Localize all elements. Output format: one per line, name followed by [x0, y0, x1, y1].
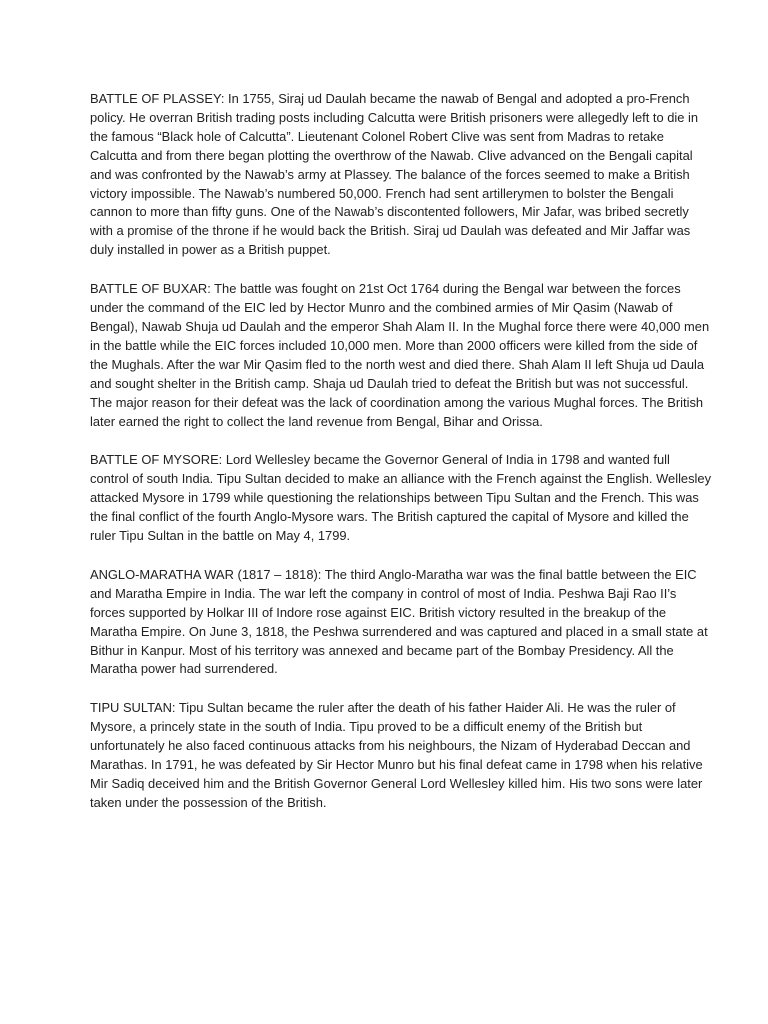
paragraph-battle-of-buxar: BATTLE OF BUXAR: The battle was fought on 21st Oct 1764 during the Bengal war between the forces under the command of the EIC led by Hector Munro and the combined armies of Mir Qasim (Nawab of Bengal), Nawab Shuja ud Daulah and the emperor Shah Alam II. In the Mughal force there were 40,000 men in the battle while the EIC forces included 10,000 men. More than 2000 officers were killed from the side of the Mughals. After the war Mir Qasim fled to the north west and died there. Shah Alam II left Shuja ud Daula and sought shelter in the British camp. Shaja ud Daulah tried to defeat the British but was not successful. The major reason for their defeat was the lack of coordination among the various Mughal forces. The British later earned the right to collect the land revenue from Bengal, Bihar and Orissa. — [90, 281, 710, 429]
paragraph-battle-of-mysore: BATTLE OF MYSORE: Lord Wellesley became the Governor General of India in 1798 and wanted full control of south India. Tipu Sultan decided to make an alliance with the French against the English. Wellesley attacked Mysore in 1799 while questioning the relationships between Tipu Sultan and the French. This was the final conflict of the fourth Anglo-Mysore wars. The British captured the capital of Mysore and killed the ruler Tipu Sultan in the battle on May 4, 1799. — [90, 452, 712, 544]
paragraph-anglo-maratha-war: ANGLO-MARATHA WAR (1817 – 1818): The third Anglo-Maratha war was the final battle between the EIC and Maratha Empire in India. The war left the company in control of most of India. Peshwa Baji Rao II’s forces supported by Holkar III of Indore rose against EIC. British victory resulted in the breakup of the Maratha Empire. On June 3, 1818, the Peshwa surrendered and was captured and placed in a small state at Bithur in Kanpur. Most of his territory was annexed and became part of the Bombay Presidency. All the Maratha power had surrendered. — [90, 566, 708, 677]
paragraph-tipu-sultan: TIPU SULTAN: Tipu Sultan became the ruler after the death of his father Haider Ali. He was the ruler of Mysore, a princely state in the south of India. Tipu proved to be a difficult enemy of the British but unfortunately he also faced continuous attacks from his neighbours, the Nizam of Hyderabad Deccan and Marathas. In 1791, he was defeated by Sir Hector Munro but his final defeat came in 1798 when his relative Mir Sadiq deceived him and the British Governor General Lord Wellesley killed him. His two sons were later taken under the possession of the British. — [90, 700, 703, 810]
paragraph-battle-of-plassey: BATTLE OF PLASSEY: In 1755, Siraj ud Daulah became the nawab of Bengal and adopted a pro-French policy. He overran British trading posts including Calcutta were British prisoners were allegedly left to die in the famous “Black hole of Calcutta”. Lieutenant Colonel Robert Clive was sent from Madras to retake Calcutta and from there began plotting the overthrow of the Nawab. Clive advanced on the Bengali capital and was confronted by the Nawab’s army at Plassey. The balance of the forces seemed to make a British victory impossible. The Nawab’s numbered 50,000. French had sent artillerymen to bolster the Bengali cannon to more than fifty guns. One of the Nawab’s discontented followers, Mir Jafar, was bribed secretly with a promise of the throne if he would back the British. Siraj ud Daulah was defeated and Mir Jaffar was duly installed in power as a British puppet. — [90, 91, 699, 258]
document-body — [90, 90, 712, 833]
